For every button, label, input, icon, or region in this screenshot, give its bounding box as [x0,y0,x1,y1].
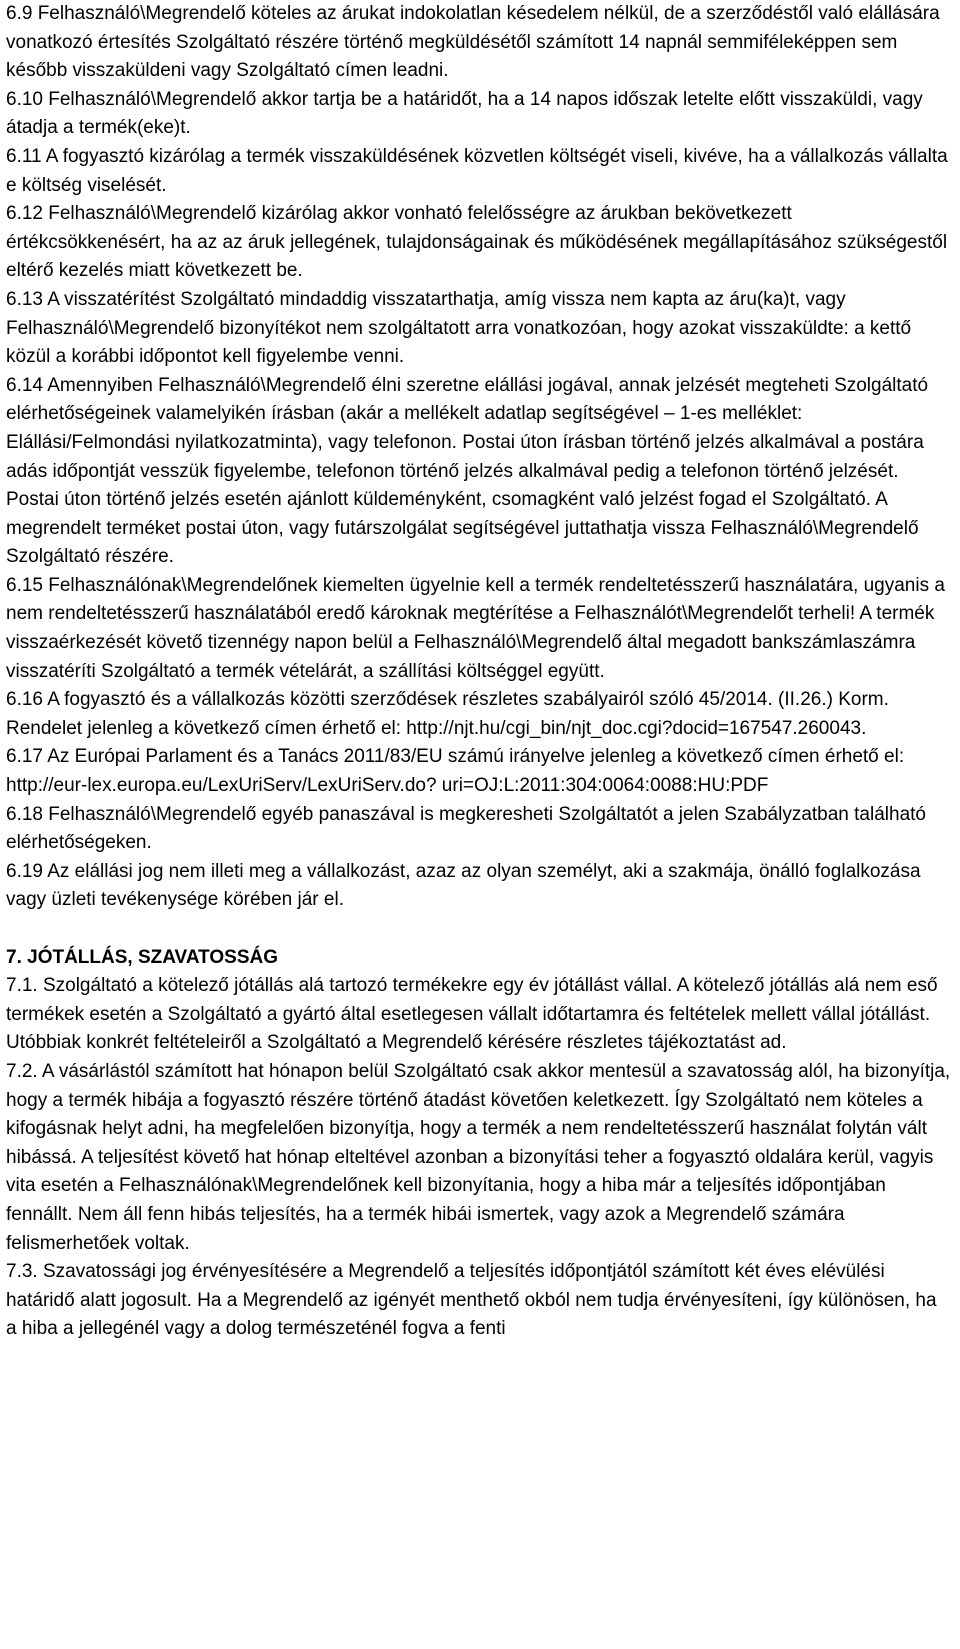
paragraph-6-19: 6.19 Az elállási jog nem illeti meg a vállalkozást, azaz az olyan személyt, aki a szakmája, önálló foglalkozása vagy üzleti tevékenysége körében jár el. [6,860,921,911]
paragraph-6-17: 6.17 Az Európai Parlament és a Tanács 2011/83/EU számú irányelve jelenleg a következő címen érhető el: http://eur-lex.europa.eu/LexUriServ/LexUriServ.do? uri=OJ:L:2011:304:0064:0088:HU:PDF [6,746,905,797]
paragraph-6-10: 6.10 Felhasználó\Megrendelő akkor tartja be a határidőt, ha a 14 napos időszak letelte előtt visszaküldi, vagy átadja a termék(eke)t. [6,88,923,139]
paragraph-6-13: 6.13 A visszatérítést Szolgáltató mindaddig visszatarthatja, amíg vissza nem kapta az áru(ka)t, vagy Felhasználó\Megrendelő bizonyítékot nem szolgáltatott arra vonatkozóan, hogy azokat visszaküldte: a kettő közül a korábbi időpontot kell figyelembe venni. [6,288,912,368]
paragraph-6-14: 6.14 Amennyiben Felhasználó\Megrendelő élni szeretne elállási jogával, annak jelzését megteheti Szolgáltató elérhetőségeinek valamelyikén írásban (akár a mellékelt adatlap segítségével – 1-es melléklet: Elállási/Felmondási nyilatkozatminta), vagy telefonon. Postai úton írásban történő jelzés alkalmával a postára adás időpontját vesszük figyelembe, telefonon történő jelzés alkalmával pedig a telefonon történő jelzését. Postai úton történő jelzés esetén ajánlott küldeményként, csomagként való jelzést fogad el Szolgáltató. A megrendelt terméket postai úton, vagy futárszolgálat segítségével juttathatja vissza Felhasználó\Megrendelő Szolgáltató részére. [6,374,929,568]
paragraph-7-3: 7.3. Szavatossági jog érvényesítésére a Megrendelő a teljesítés időpontjától számított két éves elévülési határidő alatt jogosult. Ha a Megrendelő az igényét menthető okból nem tudja érvényesíteni, így különösen, ha a hiba a jellegénél vagy a dolog természeténél fogva a fenti [6,1261,937,1340]
paragraph-6-12: 6.12 Felhasználó\Megrendelő kizárólag akkor vonható felelősségre az árukban bekövetkezett értékcsökkenésért, ha az az áruk jellegének, tulajdonságainak és működésének megállapításához szükségestől eltérő kezelés miatt következett be. [6,203,948,282]
paragraph-6-18: 6.18 Felhasználó\Megrendelő egyéb panaszával is megkeresheti Szolgáltatót a jelen Szabályzatban található elérhetőségeken. [6,803,926,854]
paragraph-6-15: 6.15 Felhasználónak\Megrendelőnek kiemelten ügyelnie kell a termék rendeltetésszerű használatára, ugyanis a nem rendeltetésszerű használatából eredő károknak megtérítése a Felhasználót\Megrendelőt terheli! A termék visszaérkezését követő tizennégy napon belül a Felhasználó\Megrendelő által megadott bankszámlaszámra visszatéríti Szolgáltató a termék vételárát, a szállítási költséggel együtt. [6,574,945,682]
paragraph-7-1: 7.1. Szolgáltató a kötelező jótállás alá tartozó termékekre egy év jótállást vállal. A kötelező jótállás alá nem eső termékek esetén a Szolgáltató a gyártó által esetlegesen vállalt időtartamra és feltételek mellett vállal jótállást. Utóbbiak konkrét feltételeiről a Szolgáltató a Megrendelő kérésére részletes tájékoztatást ad. [6,975,938,1054]
section-7-heading: 7. JÓTÁLLÁS, SZAVATOSSÁG [6,946,279,968]
paragraph-6-16: 6.16 A fogyasztó és a vállalkozás közötti szerződések részletes szabályairól szóló 45/2014. (II.26.) Korm. Rendelet jelenleg a következő címen érhető el: http://njt.hu/cgi_bin/njt_doc.cgi?docid=167547.260043. [6,689,889,739]
paragraph-7-2: 7.2. A vásárlástól számított hat hónapon belül Szolgáltató csak akkor mentesül a szavatosság alól, ha bizonyítja, hogy a termék hibája a fogyasztó részére történő átadást követően keletkezett. Így Szolgáltató nem köteles a kifogásnak helyt adni, ha megfelelően bizonyítja, hogy a termék a nem rendeltetésszerű használat folytán vált hibássá. A teljesítést követő hat hónap elteltével azonban a bizonyítási teher a fogyasztó oldalára kerül, vagyis vita esetén a Felhasználónak\Megrendelőnek kell bizonyítania, hogy a hiba már a teljesítés időpontjában fennállt. Nem áll fenn hibás teljesítés, ha a termék hibái ismertek, vagy azok a Megrendelő számára felismerhetőek voltak. [6,1060,951,1254]
paragraph-6-9: 6.9 Felhasználó\Megrendelő köteles az árukat indokolatlan késedelem nélkül, de a szerződéstől való elállására vonatkozó értesítés Szolgáltató részére történő megküldésétől számított 14 napnál semmiféleképpen sem később visszaküldeni vagy Szolgáltató címen leadni. [6,3,940,82]
paragraph-6-11: 6.11 A fogyasztó kizárólag a termék visszaküldésének közvetlen költségét viseli, kivéve, ha a vállalkozás vállalta e költség viselését. [6,145,948,196]
